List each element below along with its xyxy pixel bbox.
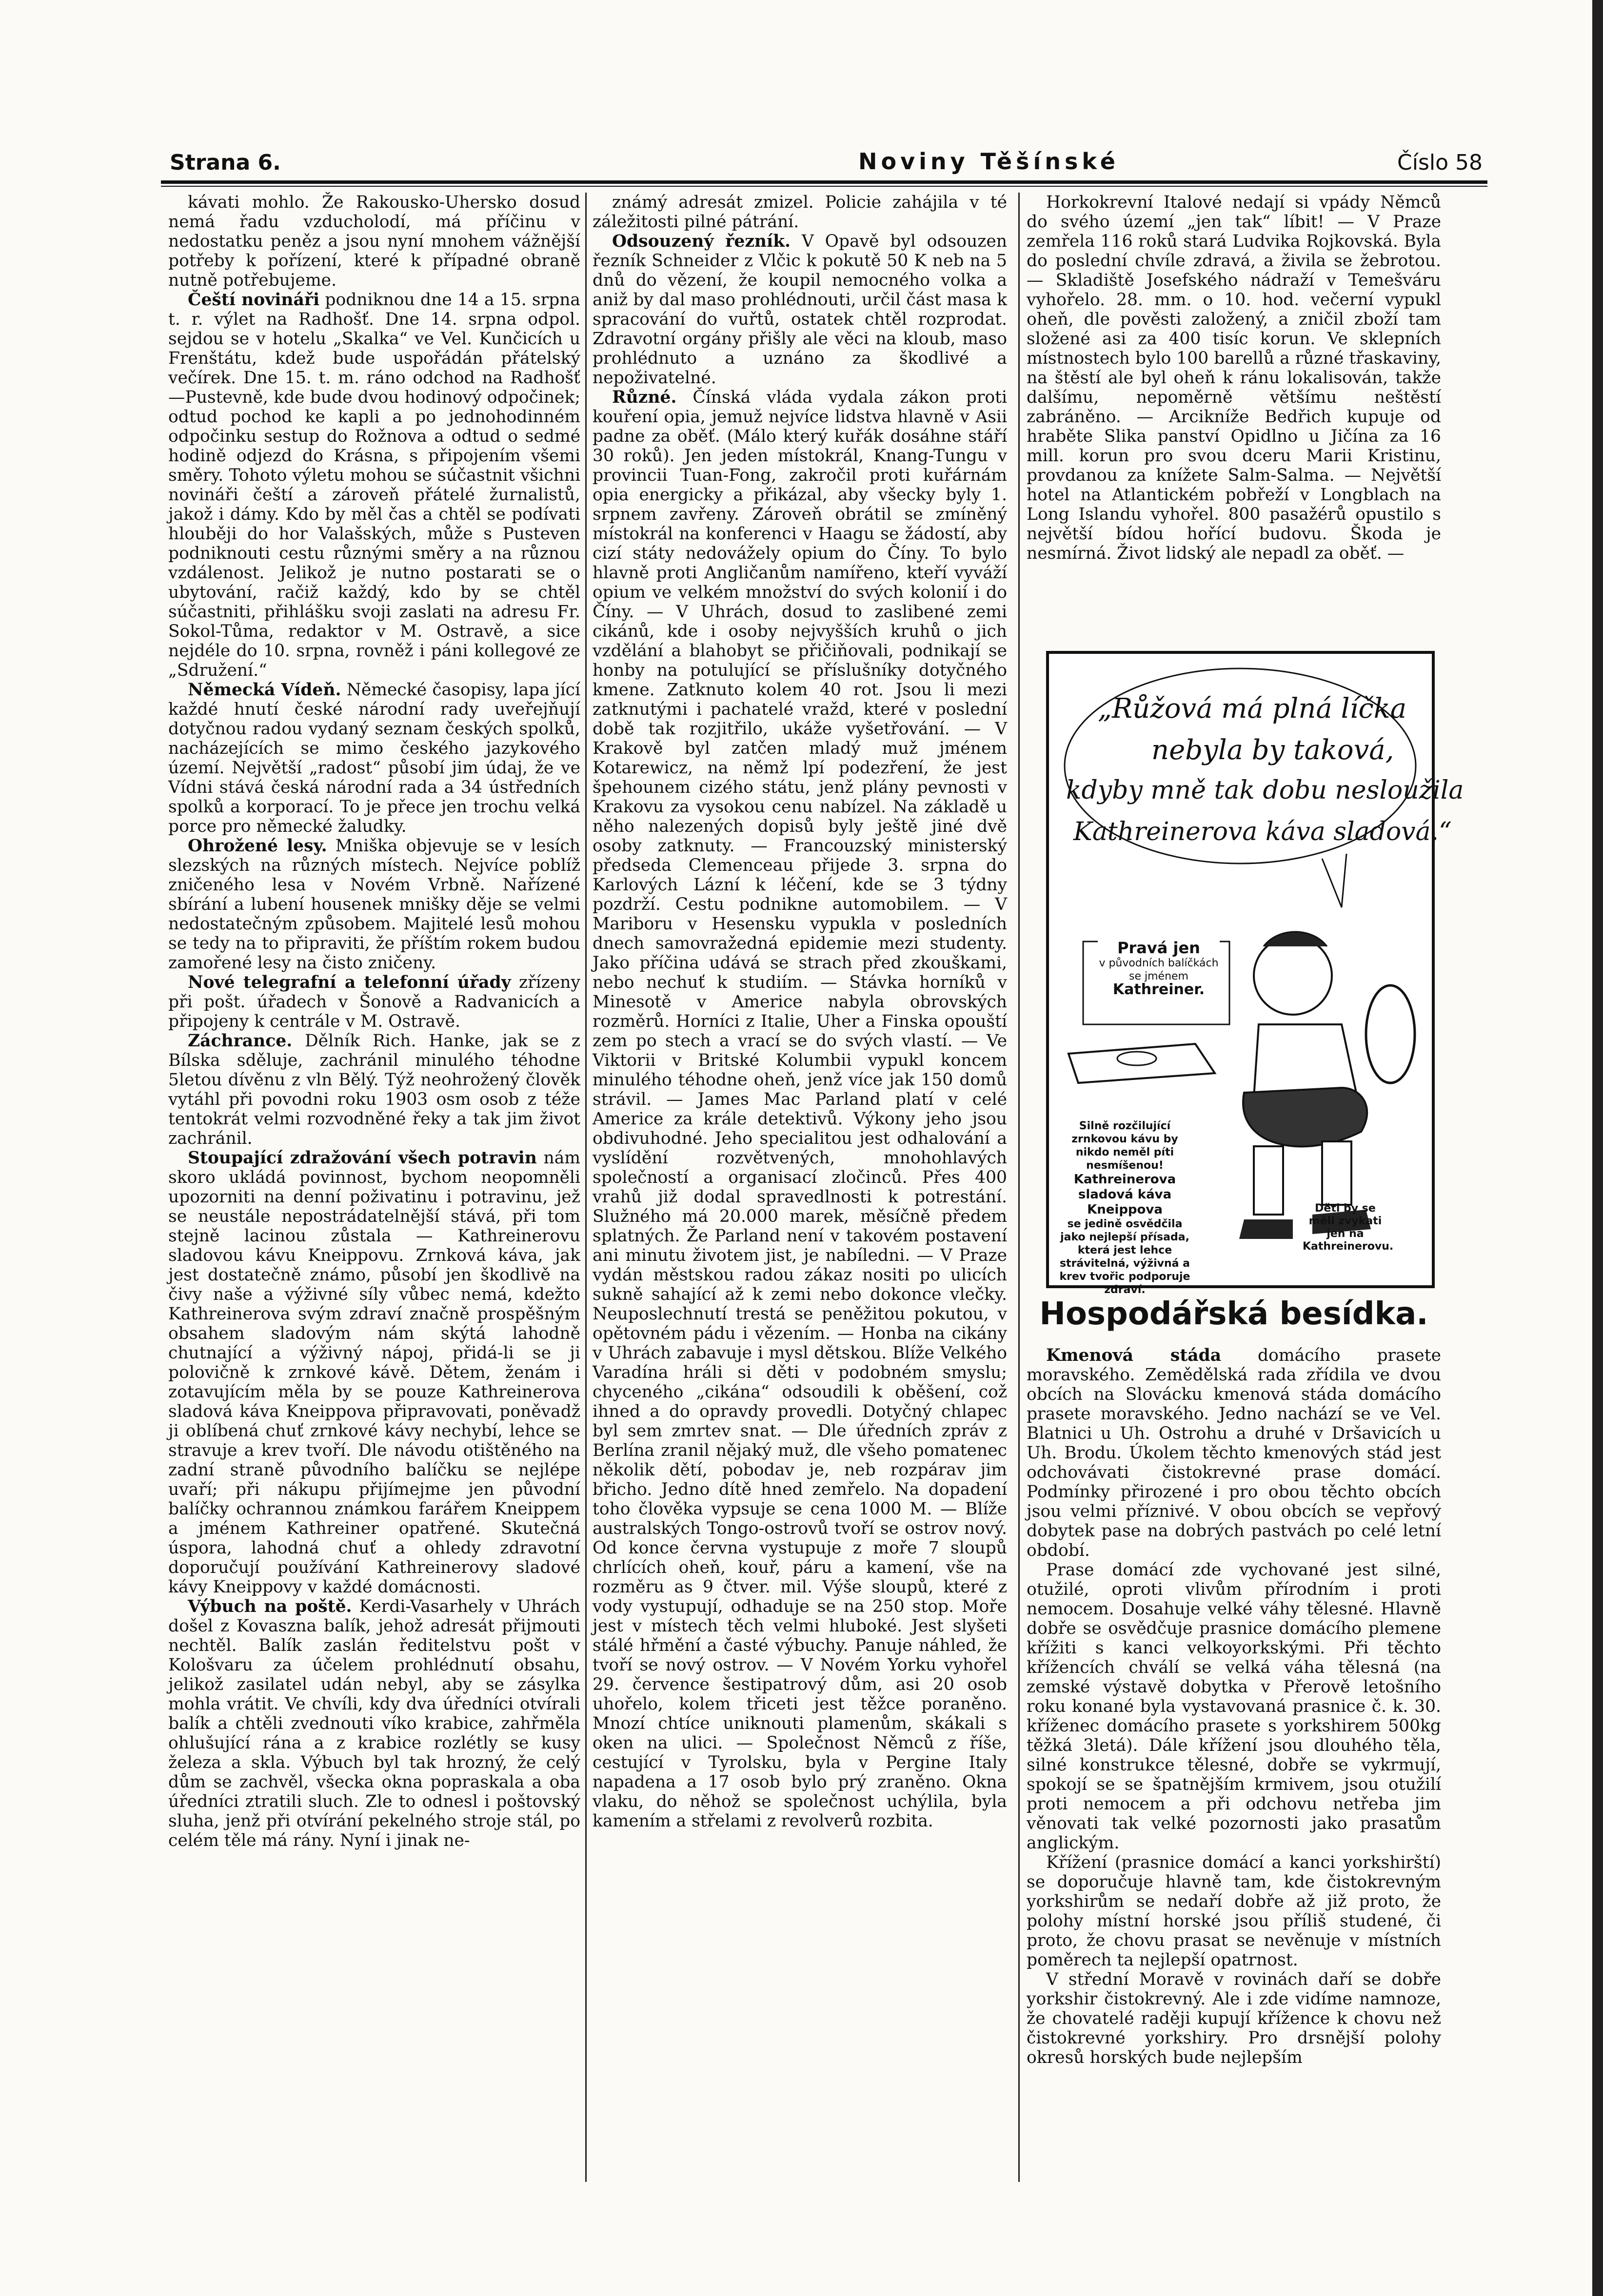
- boy-leg-icon: [1254, 1146, 1283, 1215]
- issue-number: Číslo 58: [1397, 150, 1483, 175]
- boy-shirt-icon: [1254, 1024, 1356, 1098]
- article: Německá Vídeň. Německé časopisy, lapa jící každé hnutí české národní rady uveřejňují dotyčnou radou vydaný seznam českých spolků, nacházejících se mimo českého jazykového území. Největší „radost“ působí jim údaj, že ve Vídni stává česká národní rada a 34 ústředních spolků a korporací. To je přece jen trochu velká porce pro německé žaludky.: [168, 680, 581, 836]
- ad-slogan-line: nebyla by taková,: [1151, 734, 1394, 766]
- ad-side-warning: Silně rozčilující zrnkovou kávu by nikdo neměl píti nesmíšenou!: [1071, 1120, 1178, 1172]
- article: Výbuch na poště. Kerdi-Vasarhely v Uhrách došel z Kovaszna balík, jehož adresát přijmouti nechtěl. Balík zaslán ředitelstvu pošt v Kološvaru za účelem prohlédnutí obsahu, jelikož zasilatel udán nebyl, aby se zásylka mohla vrátit. Ve chvíli, kdy dva úředníci otvírali balík a chtěli zvednouti víko krabice, zahřměla ohlušující rána a z krabice rozlétly se kusy železa a skla. Výbuch byl tak hrozný, že celý dům se zachvěl, všecka okna popraskala a oba úředníci ztratili sluch. Zle to odnesl i poštovský sluha, jenž při otvírání pekelného stroje stál, po celém těle má rány. Nyní i jinak ne-: [168, 1597, 580, 1850]
- ad-child-text: Děti by se měli zvykati jen na Kathreinerovu.: [1303, 1202, 1394, 1253]
- ad-slogan-line: kdyby mně tak dobu nesloužila: [1066, 776, 1464, 805]
- article: Prase domácí zde vychované jest silné, otužilé, oproti vlivům přírodním i proti nemocem. Dosahuje velké váhy tělesné. Hlavně dobře se osvědčuje prasnice domácího plemene křížiti s kanci velkoyorkskými. Při těchto křížencích chválí se velká váha tělesná (na zemské výstavě dobytka v Přerově letošního roku konané byla vystavovaná prasnice č. k. 30. kříženec domácího prasete s yorkshirem 500kg těžká 3letá). Dále křížení jsou dlouhého těla, silné konstrukce tělesné, dobře se vykrmují, spokojí se se špatnějším krmivem, jsou otužilí proti nemocem a při odchovu netřeba jim věnovati tak velké pozornosti jako prasatům anglickým.: [1027, 1560, 1441, 1853]
- article: Různé. Čínská vláda vydala zákon proti kouření opia, jemuž nejvíce lidstva hlavně v Asii padne za oběť. (Málo který kuřák dosáhne stáří 30 roků). Jen jeden místokrál, Knang-Tungu v provincii Tuan-Fong, zakročil proti kuřárnám opia energicky a přikázal, aby všecky byly 1. srpnem zavřeny. Zároveň obrátil se zmíněný místokrál na konferenci v Haagu se žádostí, aby cizí státy nedovážely opium do Číny. To bylo hlavně proti Angličanům namířeno, kteří vyváží opium ve velkém množství do svých kolonií i do Číny. — V Uhrách, dosud to zaslibené zemi cikánů, kde i osoby nejvyšších kruhů o jich vzdělání a blahobyt se přičiňovali, podnikají se honby na potulující se příslušníky dotyčného kmene. Zatknuto kolem 40 rot. Jsou li mezi zatknutými i pachatelé vražd, které v poslední době tak rozjitřilo, ukáže vyšetřování. — V Krakově byl zatčen mladý muž jménem Kotarewicz, na němž lpí podezření, že jest špehounem cizého státu, jenž plány pevnosti v Krakovu za vysokou cenu nabízel. Na základě u něho nalezených dopisů byly ještě jiné dvě osoby zatknuty. — Francouzský ministerský předseda Clemenceau přijede 3. srpna do Karlových Lázní k léčení, kde se 3 týdny pozdrží. Cestu podnikne automobilem. — V Mariboru v Hesensku vypukla v posledních dnech samovražedná epidemie mezi studenty. Jako příčina udává se strach před zkouškami, nebo nechuť k studiím. — Stávka horníků v Minesotě v Americe nabyla obrovských rozměrů. Horníci z Italie, Uher a Finska opouští zem po stech a vrací se do svých vlastí. — Ve Viktorii v Britské Kolumbii vypukl koncem minulého téhodne oheň, jenž více jak 150 domů strávil. — James Mac Parland platí v celé Americe za krále detektivů. Výkony jeho jsou obdivuhodné. Jeho specialitou jest odhalování a vyslídění rozvětvených, mnohohlavých společností a organisací zločinců. Přes 400 vrahů již dodal spravedlnosti k potrestání. Služného má 20.000 marek, měsíčně předem splatných. Že Parland není v takovém postavení ani minutu životem jist, je nabíledni. — V Praze vydán městskou radou zákaz nositi po ulicích sukně sahající až k zemi nebo dokonce vlečky. Neuposlechnutí trestá se peněžitou pokutou, v opětovném pádu i vězením. — Honba na cikány v Uhrách zabavuje i mysl dětskou. Blíže Velkého Varadína hráli si děti v podobném smyslu; chyceného „cikána“ odsoudili k oběšení, což ihned a do opravdy provedli. Dotyčný chlapec byl sem zmrtev snat. — Dle úředních zpráv z Berlína zranil nějaký muž, dle všeho pomatenec několik dětí, pobodav je, neb rozpárav jim břicho. Jedno dítě hned zemřelo. Na dopadení toho člověka vypsuje se cena 1000 M. — Blíže australských Tongo-ostrovů tvoří se ostrov nový. Od konce června vystupuje z moře 7 sloupů chrlících oheň, kouř, páru a kamení, vše na rozměru as 9 čtver. mil. Výše sloupů, které z vody vystupují, odhaduje se na 250 stop. Moře jest v místech těch velmi hluboké. Jest slyšeti stálé hřmění a časté výbuchy. Panuje náhled, že tvoří se nový ostrov. — V Novém Yorku vyhořel 29. července šestipatrový dům, asi 20 osob uhořelo, kolem třiceti jest těžce poraněno. Mnozí chtíce uniknouti plamenům, skákali s oken na ulici. — Společnost Němců z říše, cestující v Tyrolsku, byla v Pergine Italy napadena a 17 osob bylo prý zraněno. Okna vlaku, do něhož se společnost uchýlila, byla kamením a střelami z revolverů rozbita.: [593, 388, 1007, 1831]
- ad-side-text: [1058, 1119, 1192, 1296]
- article: Horkokrevní Italové nedají si vpády Němců do svého území „jen tak“ líbit! — V Praze zemřela 116 roků stará Ludvika Rojkovská. Byla do poslední chvíle zdravá, a živila se žebrotou. — Skladiště Josefského nádraží v Temešváru vyhořelo. 28. mm. o 10. hod. večerní vypukl oheň, dle pověsti založený, a zničil zboží tam složené asi za 400 tisíc korun. Ve sklepních místnostech bylo 100 barellů a různé třaskaviny, na štěstí ale byl oheň k ránu lokalisován, takže dalšímu, nepoměrně většímu neštěstí zabráněno. — Arcikníže Bedřich kupuje od hraběte Slika panství Opidlno u Jičína za 16 mill. korun pro svou dceru Marii Kristinu, provdanou za knížete Salm-Salma. — Největší hotel na Atlantickém pobřeží v Longblach na Long Islandu vyhořel. 800 pasažérů opustilo s největší bídou hořící budovu. Škoda je nesmírná. Život lidský ale nepadl za oběť. —: [1027, 193, 1441, 563]
- ad-label-text: v původních balíčkách se jménem: [1099, 957, 1219, 982]
- section-title: Hospodářská besídka.: [1039, 1296, 1428, 1332]
- article: Ohrožené lesy. Mniška objevuje se v lesích slezských na různých místech. Nejvíce poblíž zničeného lesa v Novém Vrbně. Nařízené sbírání a lubení housenek mnišky děje se velmi nedostatečným způsobem. Majitelé lesů mohou se tedy na to připraviti, že příštím rokem budou zamořené lesy na čisto zničeny.: [168, 836, 581, 973]
- article: V střední Moravě v rovinách daří se dobře yorkshir čistokrevný. Ale i zde vidíme namnoze, že chovatelé raději kupují křížence k chovu než čistokrevné yorkshiry. Pro drsnější polohy okresů horských bude nejlepším: [1027, 1970, 1441, 2067]
- column-3-top: [1027, 193, 1441, 641]
- article: Stoupající zdražování všech potravin nám skoro ukládá povinnost, bychom neopomněli upozorniti na denní poživatinu i potravinu, jež se neustále nepostrádatelnější stává, při tom stejně lacinou zůstala — Kathreinerovu sladovou kávu Kneippovu. Zrnková káva, jak jest dostatečně známo, působí jen škodlivě na čivy naše a výživné síly vůbec nemá, kdežto Kathreinerova svým zdraví značně prospěšným obsahem sladovým nám skýtá lahodně chutnající a výživný nápoj, přidá-li se ji polovičně k zrnkové kávě. Dětem, ženám i zotavujícím měla by se pouze Kathreinerova sladová káva Kneippova připravovati, poněvadž ji oblíbená chuť zrnkové kávy nechybí, lehce se stravuje a krev tvoří. Dle návodu otištěného na zadní straně původního balíčku se nejlépe uvaří; při nákupu přijímejme jen původní balíčky ochrannou známkou farářem Kneippem a jménem Kathreiner opatřené. Skutečná úspora, lahodná chuť a ohledy zdravotní doporučují používání Kathreinerovy sladové kávy Kneippovy v každé domácnosti.: [168, 1148, 580, 1597]
- column-1: [168, 193, 580, 2192]
- ad-label: [1098, 939, 1220, 1012]
- article: Kmenová stáda domácího prasete moravského. Zemědělská rada zřídila ve dvou obcích na Slovácku kmenová stáda domácího prasete moravského. Jedno nachází se ve Vel. Blatnici u Uh. Ostrohu a druhé v Dršavicích u Uh. Brodu. Úkolem těchto kmenových stád jest odchovávati čistokrevné prase domácí. Podmínky přirozené i pro obou těchto obcích jsou velmi příznivé. V obou obcích se vepřový dobytek pase na dobrých pastvách po celé letní období.: [1027, 1346, 1442, 1560]
- article: známý adresát zmizel. Policie zahájila v té záležitosti pilné pátrání.: [593, 193, 1007, 232]
- article: Čeští novináři podniknou dne 14 a 15. srpna t. r. výlet na Radhošť. Dne 14. srpna odpol. sejdou se v hotelu „Skalka“ ve Vel. Kunčicích u Frenštátu, kdež bude uspořádán přátelský večírek. Dne 15. t. m. ráno odchod na Radhošť—Pustevně, kde bude dvou hodinový odpočinek; odtud pochod ke kapli a po jednohodinném odpočinku sestup do Rožnova a odtud o sedmé hodině odjezd do Krásna, s připojením všemi směry. Tohoto výletu mohou se súčastnit všichni novináři čeští a zároveň přátelé žurnalistů, jakož i dámy. Kdo by měl čas a chtěl se podívati hlouběji do hor Valašských, může s Pusteven podniknouti cestu různými směry a na různou vzdálenost. Jelikož je nutno postarati se o ubytování, račiž každý, kdo by se chtěl súčastniti, přihlášku svoji zaslati na adresu Fr. Sokol-Tůma, redaktor v M. Ostravě, a sice nejdéle do 10. srpna, rovněž i páni kollegové ze „Sdružení.“: [168, 290, 580, 680]
- article: Odsouzený řezník. V Opavě byl odsouzen řezník Schneider z Vlčic k pokutě 50 K neb na 5 dnů do vězení, že koupil nemocného volka a aniž by dal maso prohlédnouti, určil část masa k spracování do vuřtů, ostatek chtěl rozprodat. Zdravotní orgány přišly ale věci na kloub, maso prohlédnuto a uznáno za škodlivé a nepoživatelné.: [593, 232, 1008, 388]
- boy-leg-icon: [1322, 1141, 1351, 1205]
- article: Křížení (prasnice domácí a kanci yorkshirští) se doporučuje hlavně tam, kde čistokrevným yorkshirům se nedaří dobře až již proto, že polohy místní horské jsou příliš studené, či proto, že chovu prasat se nevěnuje v místních poměrech ta nejlepší opatrnost.: [1027, 1853, 1441, 1970]
- boy-shoe-icon: [1239, 1219, 1293, 1239]
- ad-side-product: Kathreinerova sladová káva Kneippova: [1073, 1172, 1176, 1217]
- boy-hair-icon: [1264, 932, 1327, 946]
- article: Nové telegrafní a telefonní úřady zřízeny při pošt. úřadech v Šonově a Radvanicích a připojeny k centrále v M. Ostravě.: [168, 973, 581, 1031]
- boy-trousers-icon: [1243, 1088, 1367, 1146]
- newspaper-title: Noviny Těšínské: [858, 148, 1119, 175]
- header-rule-thin: [161, 186, 1487, 187]
- ad-side-claim: se jedině osvědčila jako nejlepší přísada, která jest lehce strávitelná, výživná a krev tvořic podporuje zdraví.: [1059, 1218, 1190, 1296]
- cup-icon: [1117, 1052, 1156, 1065]
- ad-slogan-line: Kathreinerova káva sladová.“: [1073, 817, 1452, 846]
- page-number: Strana 6.: [170, 150, 281, 175]
- article: Záchrance. Dělník Rich. Hanke, jak se z Bílska sděluje, zachránil minulého téhodne 5letou dívěnu z vln Bělý. Týž neohrožený člověk vytáhl při povodni roku 1903 osm osob z téže tentokrát velmi rozvodněné řeky a tak jim život zachránil.: [168, 1031, 580, 1148]
- ad-label-brand: Kathreiner.: [1112, 981, 1205, 998]
- article: kávati mohlo. Že Rakousko-Uhersko dosud nemá řadu vzducholodí, má příčinu v nedostatku peněz a jsou nyní mnohem vážnější potřeby k pořízení, které k případné obraně nutně potřebujeme.: [168, 193, 580, 290]
- boy-head-icon: [1254, 937, 1332, 1015]
- ad-slogan-line: „Růžová má plná líčka: [1098, 693, 1407, 725]
- masthead: [161, 146, 1487, 180]
- hat-icon: [1366, 985, 1415, 1083]
- column-3-bottom: [1027, 1346, 1441, 2204]
- page-edge: [1592, 0, 1603, 2296]
- column-divider: [1018, 193, 1020, 2182]
- kathreiner-advertisement: [1046, 651, 1464, 1296]
- ad-label-title: Pravá jen: [1117, 939, 1200, 957]
- column-2: [593, 193, 1007, 2192]
- column-divider: [585, 193, 587, 2182]
- bubble-tail: [1322, 854, 1346, 907]
- header-rule: [161, 180, 1487, 184]
